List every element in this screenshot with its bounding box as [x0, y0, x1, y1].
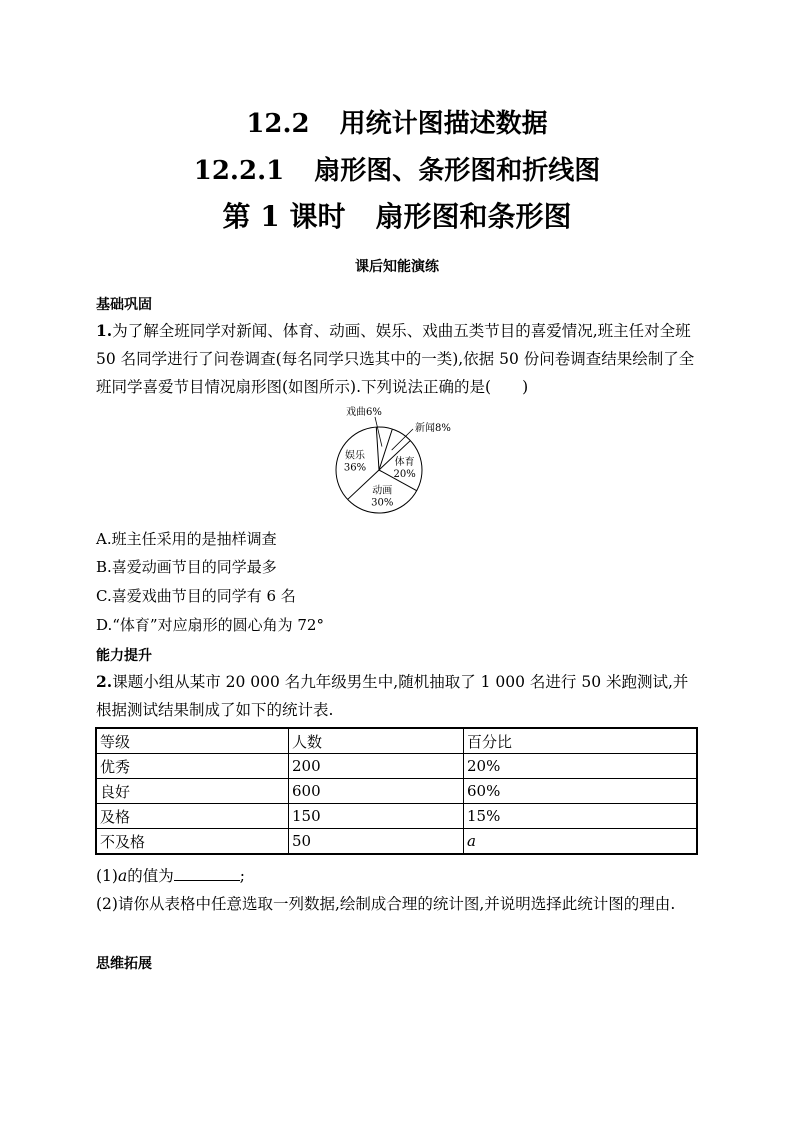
lesson-number: 第 1 课时: [222, 200, 346, 233]
statistics-table: [95, 727, 698, 855]
pie-value-娱乐: 36%: [343, 462, 367, 474]
table-cell: 不及格: [96, 829, 289, 855]
section-advanced: 能力提升: [96, 648, 152, 664]
question-1-number: 1.: [96, 321, 113, 340]
table-cell: 600: [289, 779, 464, 804]
question-2-text: 课题小组从某市 20 000 名九年级男生中,随机抽取了 1 000 名进行 50 米跑测试,并根据测试结果制成了如下的统计表.: [96, 673, 689, 719]
option-d: D.“体育”对应扇形的圆心角为 72°: [96, 616, 324, 634]
question-2-part-1: [96, 862, 702, 890]
pie-chart: [335, 403, 465, 518]
question-1-text: 为了解全班同学对新闻、体育、动画、娱乐、戏曲五类节目的喜爱情况,班主任对全班 50 名同学进行了问卷调查(每名同学只选其中的一类),依据 50 份问卷调查结果绘制了全班同学喜爱节目情况扇形图(如图所示).下列说法正确的是( ): [96, 322, 695, 396]
table-header-row: [96, 728, 697, 754]
part-1-text: 的值为: [127, 867, 174, 885]
table-row: [96, 804, 697, 829]
answer-blank[interactable]: [174, 866, 240, 881]
section-basic: 基础巩固: [96, 297, 152, 313]
table-cell: 60%: [464, 779, 698, 804]
table-cell: 50: [289, 829, 464, 855]
table-cell: 20%: [464, 754, 698, 779]
question-1: [96, 317, 702, 401]
table-cell: 150: [289, 804, 464, 829]
variable-a: a: [117, 867, 128, 885]
section-number: 12.2: [246, 109, 310, 139]
question-2-part-2: (2)请你从表格中任意选取一列数据,绘制成合理的统计图,并说明选择此统计图的理由.: [96, 895, 676, 913]
pie-label-动画: 动画: [372, 485, 393, 497]
pie-label-戏曲: 戏曲6%: [346, 407, 382, 418]
option-b: B.喜爱动画节目的同学最多: [96, 558, 277, 576]
question-2: [96, 668, 702, 724]
subsection-title: [0, 150, 794, 187]
table-row: [96, 829, 697, 855]
lesson-title-text: 扇形图和条形图: [375, 200, 572, 233]
table-header-cell: 人数: [289, 728, 464, 754]
pie-label-新闻: 新闻8%: [415, 423, 451, 434]
option-a: A.班主任采用的是抽样调查: [96, 530, 277, 548]
pie-label-娱乐: 娱乐: [345, 450, 366, 462]
subsection-number: 12.2.1: [193, 156, 285, 186]
lesson-title: [0, 195, 794, 235]
question-2-number: 2.: [96, 672, 113, 691]
table-row: [96, 754, 697, 779]
part-1-end: ;: [239, 867, 245, 885]
section-title: [0, 103, 794, 140]
table-header-cell: 等级: [96, 728, 289, 754]
table-row: [96, 779, 697, 804]
pie-value-动画: 30%: [371, 497, 394, 509]
section-title-text: 用统计图描述数据: [339, 109, 548, 139]
table-cell: a: [464, 829, 698, 855]
pie-value-体育: 20%: [393, 468, 416, 480]
table-header-cell: 百分比: [464, 728, 698, 754]
table-cell: 15%: [464, 804, 698, 829]
exercise-subtitle: 课后知能演练: [355, 259, 439, 275]
option-c: C.喜爱戏曲节目的同学有 6 名: [96, 587, 296, 605]
section-extension: 思维拓展: [96, 956, 152, 972]
table-cell: 及格: [96, 804, 289, 829]
table-cell: 良好: [96, 779, 289, 804]
part-1-number: (1): [96, 867, 118, 885]
table-cell: 优秀: [96, 754, 289, 779]
table-cell: 200: [289, 754, 464, 779]
subsection-title-text: 扇形图、条形图和折线图: [314, 156, 601, 186]
pie-label-体育: 体育: [394, 456, 415, 468]
